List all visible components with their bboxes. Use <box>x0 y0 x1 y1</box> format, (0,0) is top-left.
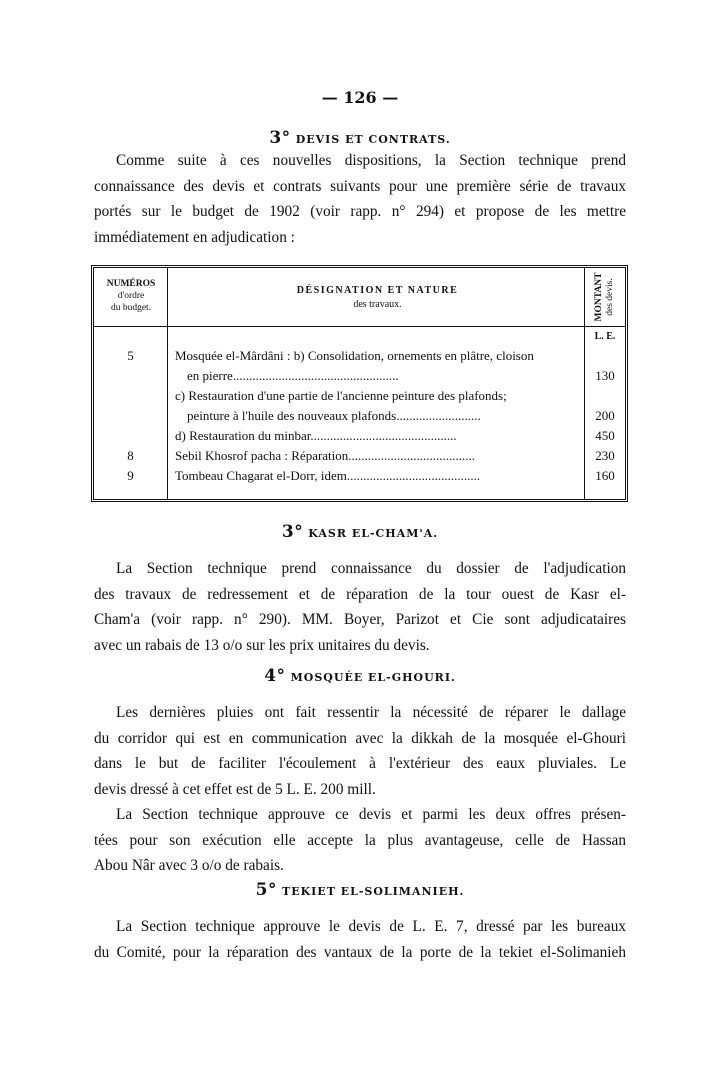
table-row <box>94 386 625 406</box>
page-number: — 126 — <box>321 88 399 107</box>
text-line: des travaux de redressement et de réparation de la tour ouest de Kasr el- <box>94 585 626 603</box>
row-number: 8 <box>127 448 134 463</box>
table-row <box>94 466 625 486</box>
row-number: 9 <box>127 468 134 483</box>
row-description: Mosquée el-Mârdâni : b) Consolidation, ornements en plâtre, cloison <box>175 348 534 363</box>
header-line: des devis. <box>605 278 615 316</box>
text-line: La Section technique approuve le devis de L. E. 7, dressé par les bureaux <box>116 918 626 935</box>
table-row <box>94 426 625 446</box>
row-amount: 160 <box>595 468 615 483</box>
text-line: Comme suite à ces nouvelles dispositions, la Section technique prend <box>116 152 626 169</box>
section-number: 4° <box>264 666 286 686</box>
header-line: NUMÉROS <box>106 279 156 289</box>
text-line: du corridor qui est en communication avec la dikkah de la mosquée el-Ghouri <box>94 729 626 747</box>
section-number: 3° <box>269 128 291 148</box>
section-heading-kasr <box>0 522 720 542</box>
paragraph-ghouri-1 <box>94 700 626 802</box>
section-title: DEVIS ET CONTRATS. <box>295 133 451 146</box>
row-description: c) Restauration d'une partie de l'ancienne peinture des plafonds; <box>175 388 507 403</box>
header-line: d'ordre <box>117 291 145 301</box>
paragraph-tekiet <box>94 914 626 965</box>
row-description: Sebil Khosrof pacha : Réparation....................................... <box>175 448 476 463</box>
row-description: peinture à l'huile des nouveaux plafonds.......................... <box>187 408 481 423</box>
section-heading-tekiet <box>0 880 720 900</box>
text-line: portés sur le budget de 1902 (voir rapp. n° 294) et propose de les mettre <box>94 203 626 220</box>
row-number: 5 <box>127 348 134 363</box>
budget-table <box>91 265 628 502</box>
row-amount: 200 <box>595 408 615 423</box>
header-title: DÉSIGNATION ET NATURE <box>296 285 459 296</box>
text-line: Les dernières pluies ont fait ressentir la nécessité de réparer le dallage <box>116 704 626 721</box>
text-line: tées pour son exécution elle accepte la plus avantageuse, celle de Hassan <box>94 831 626 849</box>
text-line: La Section technique approuve ce devis et parmi les deux offres présen- <box>116 806 626 823</box>
text-line: immédiatement en adjudication : <box>94 228 295 246</box>
text-line: La Section technique prend connaissance du dossier de l'adjudication <box>116 560 626 577</box>
row-amount: 450 <box>595 428 615 443</box>
paragraph-kasr <box>94 556 626 658</box>
section-number: 3° <box>281 522 304 542</box>
text-line: dans le but de faciliter l'écoulement à l'extérieur des eaux pluviales. Le <box>94 755 626 772</box>
table-header-rule <box>94 326 625 327</box>
row-description: en pierre................................................... <box>187 368 399 383</box>
text-line: du Comité, pour la réparation des vantaux de la porte de la tekiet el-Solimanieh <box>94 943 626 961</box>
column-header-designation <box>170 284 585 312</box>
header-line: MONTANT <box>594 272 604 322</box>
paragraph-ghouri-2 <box>94 802 626 879</box>
column-header-montant <box>589 272 621 322</box>
text-line: Abou Nâr avec 3 o/o de rabais. <box>94 857 284 874</box>
table-row <box>94 406 625 426</box>
table-row <box>94 366 625 386</box>
table-row <box>94 346 625 366</box>
section-heading-ghouri <box>0 666 720 686</box>
section-title: KASR EL-CHAM'A. <box>308 527 439 540</box>
column-header-numeros <box>96 278 166 314</box>
text-line: connaissance des devis et contrats suivants pour une première série de travaux <box>94 177 626 195</box>
row-amount: 130 <box>595 368 615 383</box>
section-heading-devis <box>0 128 720 148</box>
row-amount: 230 <box>595 448 615 463</box>
paragraph-devis <box>94 148 626 250</box>
row-description: Tombeau Chagarat el-Dorr, idem......................................... <box>175 468 481 483</box>
section-title: TEKIET EL-SOLIMANIEH. <box>282 885 465 898</box>
text-line: devis dressé à cet effet est de 5 L. E. 200 mill. <box>94 780 376 798</box>
table-row <box>94 446 625 466</box>
text-line: Cham'a (voir rapp. n° 290). MM. Boyer, Parizot et Cie sont adjudicataires <box>94 611 626 628</box>
header-line: du budget. <box>110 303 152 313</box>
text-line: avec un rabais de 13 o/o sur les prix unitaires du devis. <box>94 636 430 654</box>
section-title: MOSQUÉE EL-GHOURI. <box>290 671 456 684</box>
header-subtitle: des travaux. <box>353 299 402 310</box>
row-description: d) Restauration du minbar............................................. <box>175 428 457 443</box>
currency-unit: L. E. <box>594 331 616 342</box>
section-number: 5° <box>255 880 277 900</box>
